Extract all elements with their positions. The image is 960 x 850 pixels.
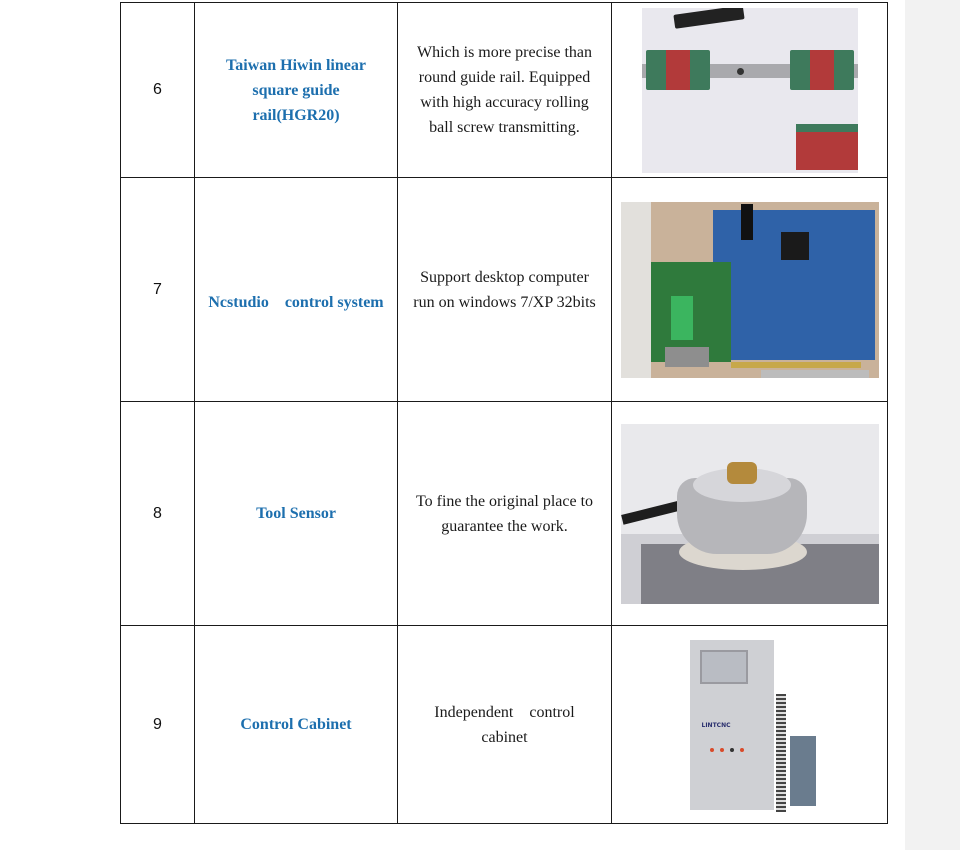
- item-number-cell: 8: [121, 402, 195, 626]
- item-description: [398, 40, 611, 140]
- item-name-line: square guide: [252, 81, 340, 99]
- viewer-margin: [905, 0, 960, 850]
- table-row: [121, 626, 888, 824]
- description-line: Support desktop computer: [420, 268, 589, 286]
- item-name-line: Tool Sensor: [256, 505, 336, 522]
- description-line: guarantee the work.: [441, 517, 568, 535]
- item-description-cell: [398, 178, 612, 402]
- item-name: [195, 53, 397, 128]
- item-name-cell: [195, 178, 398, 402]
- description-line: To fine the original place to: [415, 492, 594, 510]
- description-line: Independent control: [434, 703, 575, 721]
- description-line: cabinet: [481, 728, 528, 746]
- table-row: [121, 178, 888, 402]
- item-description: [398, 489, 611, 539]
- table-row: [121, 402, 888, 626]
- table-row: [121, 3, 888, 178]
- item-description-cell: [398, 402, 612, 626]
- item-description-cell: [398, 626, 612, 824]
- linear-guide-rail-photo: [642, 8, 858, 173]
- item-name-cell: [195, 402, 398, 626]
- description-line: ball screw transmitting.: [429, 119, 580, 136]
- item-description: [398, 700, 611, 750]
- item-name-cell: [195, 3, 398, 178]
- item-name-line: Taiwan Hiwin linear: [226, 56, 366, 74]
- control-card-photo: [621, 202, 879, 378]
- cabinet-logo: LINTCNC: [701, 721, 731, 729]
- item-name-line: Ncstudio control system: [208, 293, 384, 311]
- item-number-cell: 7: [121, 178, 195, 402]
- item-photo-cell: [612, 626, 888, 824]
- description-line: round guide rail. Equipped: [418, 69, 591, 86]
- item-photo-cell: [612, 178, 888, 402]
- item-name: [195, 712, 397, 737]
- item-name-line: Control Cabinet: [240, 716, 352, 733]
- item-photo-cell: [612, 3, 888, 178]
- spec-table: [120, 2, 888, 824]
- item-description: [398, 265, 611, 315]
- description-line: run on windows 7/XP 32bits: [413, 293, 596, 311]
- description-line: with high accuracy rolling: [420, 94, 589, 111]
- description-line: Which is more precise than: [416, 44, 593, 61]
- item-number-cell: 6: [121, 3, 195, 178]
- item-name-cell: [195, 626, 398, 824]
- item-name: [195, 501, 397, 526]
- control-cabinet-photo: [682, 636, 818, 814]
- item-photo-cell: [612, 402, 888, 626]
- item-number-cell: 9: [121, 626, 195, 824]
- item-name: [195, 265, 397, 315]
- item-name-line: rail(HGR20): [252, 106, 340, 124]
- tool-sensor-photo: [621, 424, 879, 604]
- item-description-cell: [398, 3, 612, 178]
